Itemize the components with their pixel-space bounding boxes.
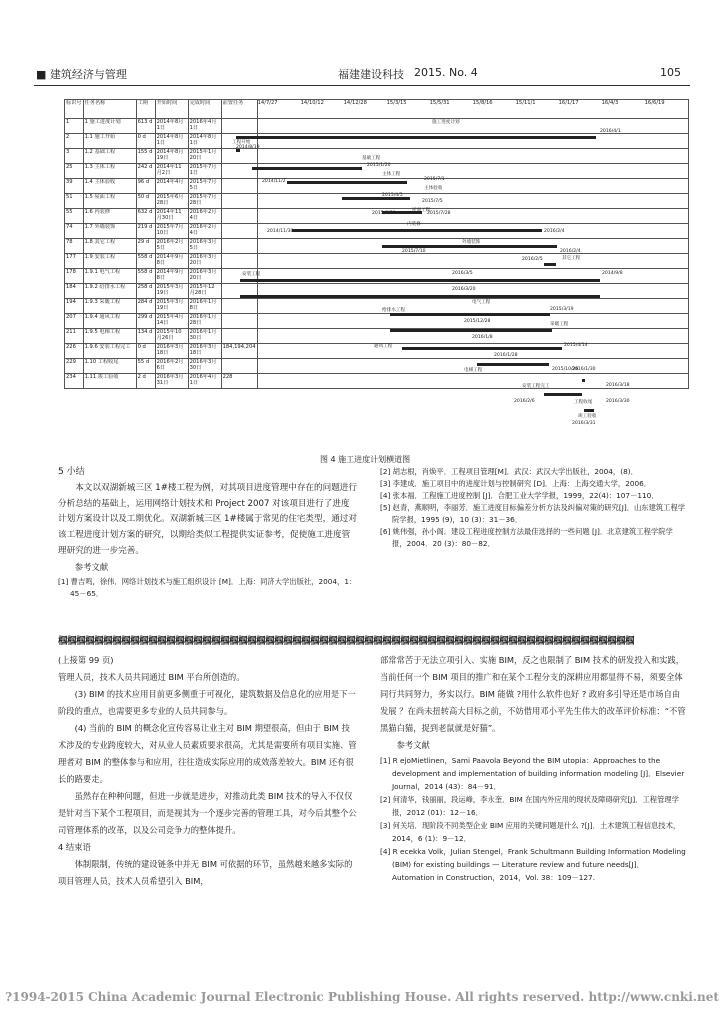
gantt-cell: 219 d	[136, 224, 155, 239]
gantt-cell: 2015年3月19日	[155, 284, 188, 299]
gantt-cell: 2014年4月	[155, 179, 188, 194]
gantt-cell: 2016年4月1日	[188, 374, 221, 389]
gantt-date-tick: 15/11/1	[515, 100, 536, 106]
gantt-bar	[287, 181, 407, 184]
gantt-bar-label: 2015/7/1	[424, 177, 445, 182]
gantt-cell: 1.2 基础工程	[83, 149, 136, 164]
continued-paragraph: (4) 当前的 BIM 的概念化宣传容易让业主对 BIM 期望很高，但由于 BIM 技术涉及的专业跨度较大，对从业人员素质要求很高，尤其是需要所有项目实施、管理者对 BIM 的整体参与和应用，往往造成实际应用的成效落差较大。BIM 还有很长的路要走。	[58, 723, 357, 784]
gantt-cell: 1.7 外墙装饰	[83, 224, 136, 239]
gantt-cell: 2016年1月8日	[188, 299, 221, 314]
gantt-cell: 39	[65, 179, 84, 194]
gantt-bar-label: 2014/11/2	[262, 179, 286, 184]
gantt-cell: 1.4 主体验收	[83, 179, 136, 194]
gantt-bar	[382, 245, 557, 248]
gantt-bar-label: 其它工程	[562, 256, 581, 261]
gantt-cell: 1 施工进度计划	[83, 119, 136, 134]
gantt-cell: 1.9.1 电气工程	[83, 269, 136, 284]
gantt-bar-label: 2016/4/1	[600, 129, 621, 134]
gantt-bar-label: 2016/2/4	[560, 249, 581, 254]
gantt-bar-label: 2015/10/26	[552, 367, 579, 372]
gantt-cell: 2015年7月28日	[188, 194, 221, 209]
gantt-bar	[582, 379, 585, 382]
gantt-cell: 1.11 竣工验收	[83, 374, 136, 389]
references-top	[380, 466, 686, 550]
gantt-bar-label: 2015/7/28	[427, 211, 451, 216]
gantt-bar-label: 外墙装饰	[462, 240, 481, 245]
gantt-bar	[402, 347, 562, 350]
refs-title: 参考文献	[74, 561, 109, 572]
continued-marker: (上接第 99 页)	[58, 655, 114, 665]
gantt-cell: 558 d	[136, 254, 155, 269]
gantt-bar-label: 2015/7/10	[402, 249, 426, 254]
gantt-cell: 228	[221, 374, 257, 389]
gantt-bar	[236, 136, 596, 139]
gantt-cell: 2016年3月20日	[188, 254, 221, 269]
gantt-cell: 226	[65, 344, 84, 359]
gantt-bar	[544, 263, 556, 266]
reference-item: [6] 姚伟强，孙小阁．建设工程进度控制方法最佳选择的一些问题 [J]．北京建筑工程学院学报，2004．20 (3)：80－82．	[380, 527, 673, 548]
gantt-cell: 558 d	[136, 269, 155, 284]
gantt-cell: 1.9.6 安装工程完工	[83, 344, 136, 359]
gantt-cell: 3	[65, 149, 84, 164]
gantt-cell: 2015年10月26日	[155, 329, 188, 344]
summary-heading: 5 小结	[58, 467, 85, 477]
gantt-bar	[240, 295, 600, 298]
gantt-cell: 2015年4月14日	[155, 314, 188, 329]
gantt-bar	[292, 229, 542, 232]
gantt-bar	[390, 329, 552, 332]
gantt-cell: 2014年8月19日	[155, 149, 188, 164]
gantt-cell: 2016年3月20日	[188, 269, 221, 284]
gantt-bar-label: 2015/7/5	[422, 199, 443, 204]
gantt-cell: 2016年2月5日	[155, 239, 188, 254]
gantt-col-header: 完成时间	[188, 100, 221, 119]
gantt-bar	[584, 409, 594, 412]
gantt-date-tick: 15/8/16	[472, 100, 493, 106]
gantt-cell: 2014年9月8日	[155, 254, 188, 269]
gantt-bar-label: 主体工程	[382, 172, 401, 177]
gantt-col-header: 开始时间	[155, 100, 188, 119]
gantt-cell: 1.6 内装修	[83, 209, 136, 224]
gantt-cell: 74	[65, 224, 84, 239]
figure-caption: 图 4 施工进度计划横道图	[320, 455, 411, 464]
gantt-cell: 51	[65, 194, 84, 209]
reference-item: [3] 何关培．现阶段不同类型企业 BIM 应用的关键问题是什么 ?[J]．土木建筑工程信息技术，2014，6 (1)：9－12．	[380, 821, 681, 843]
gantt-cell: 2016年2月4日	[188, 209, 221, 224]
gantt-cell: 0 d	[136, 344, 155, 359]
continued-paragraph: 参考文献	[396, 740, 430, 750]
page-number: 105	[660, 66, 681, 79]
gantt-cell: 2015年3月19日	[155, 299, 188, 314]
gantt-cell: 613 d	[136, 119, 155, 134]
continued-left	[58, 652, 358, 890]
gantt-bar	[390, 313, 550, 316]
gantt-cell: 1.9.3 采暖工程	[83, 299, 136, 314]
gantt-bar-label: 屋面工程	[412, 208, 431, 213]
gantt-bar-label: 竣工验收	[578, 414, 597, 419]
gantt-bar-label: 采暖工程	[550, 322, 569, 327]
gantt-date-tick: 14/12/28	[343, 100, 367, 106]
gantt-cell: 184	[65, 284, 84, 299]
continued-right	[380, 652, 686, 884]
gantt-cell: 55	[65, 209, 84, 224]
gantt-cell: 2015年12月28日	[188, 284, 221, 299]
gantt-cell: 2016年3月5日	[188, 239, 221, 254]
gantt-bar-label: 2015/12/28	[464, 319, 491, 324]
gantt-bars	[232, 99, 660, 444]
gantt-cell: 2016年3月30日	[188, 359, 221, 374]
gantt-bar-label: 2016/3/20	[452, 287, 476, 292]
gantt-cell: 1.10 工程收尾	[83, 359, 136, 374]
gantt-cell: 632 d	[136, 209, 155, 224]
gantt-bar-label: 安装工程完工	[522, 384, 550, 389]
reference-item: [1] 曹吉鸣，徐伟．网络计划技术与施工组织设计 [M]．上海：同济大学出版社，2004，1：45－65．	[58, 576, 357, 598]
gantt-cell: 2015年1月20日	[188, 149, 221, 164]
gantt-cell: 2014年9月8日	[155, 269, 188, 284]
gantt-bar-label: 安装工程	[242, 272, 261, 277]
gantt-cell: 258 d	[136, 284, 155, 299]
gantt-bar-label: 2016/2/6	[514, 399, 535, 404]
gantt-cell: 177	[65, 254, 84, 269]
gantt-cell: 55 d	[136, 359, 155, 374]
gantt-cell: 2014年11月30日	[155, 209, 188, 224]
continued-paragraph: 管理人员，技术人员共同通过 BIM 平台所创造的。	[58, 672, 245, 682]
gantt-bar-label: 2015/3/19	[550, 307, 574, 312]
gantt-cell: 2014年8月1日	[155, 119, 188, 134]
gantt-bar-label: 通风工程	[374, 344, 393, 349]
gantt-cell: 1.9 安装工程	[83, 254, 136, 269]
gantt-cell: 29 d	[136, 239, 155, 254]
gantt-col-header: 任务名称	[83, 100, 136, 119]
gantt-cell: 1.9.5 电梯工程	[83, 329, 136, 344]
reference-item: [2] 胡志根，肖焕平．工程项目管理[M]．武汉：武汉大学出版社，2004，(8)．	[380, 467, 638, 476]
gantt-bar-label: 2016/1/30	[572, 367, 596, 372]
gantt-cell: 194	[65, 299, 84, 314]
gantt-cell: 2014年8月1日	[155, 134, 188, 149]
continued-paragraph: 虽然存在种种问题，但进一步就是进步，对推动此类 BIM 技术的导入不仅仅是针对当下某个工程项目，而是视其为一个逐步完善的管理工具，对今后其整个公司管理体系的改革，以及公司竞争力的整体提升。	[58, 791, 357, 835]
gantt-bar-label: 电梯工程	[464, 368, 483, 373]
gantt-bar-label: 2015/1/20	[367, 163, 391, 168]
gantt-cell: 2015年7月10日	[155, 224, 188, 239]
gantt-col-header: 工期	[136, 100, 155, 119]
gantt-col-header: 前置任务	[221, 100, 257, 119]
summary-paragraph: 本文以双湖新城三区 1#楼工程为例，对其项目进度管理中存在的问题进行分析总结的基础上，运用网络计划技术和 Project 2007 对该项目进行了进度计划方案设计以及工期优化。双湖新城三区 1#楼属于常见的住宅类型，通过对该工程进度计划方案的研究，以期给类似工程提供实证参考，促使施工进度管理研究的进一步完善。	[58, 482, 357, 556]
gantt-cell: 211	[65, 329, 84, 344]
gantt-cell: 155 d	[136, 149, 155, 164]
gantt-bar-label: 2016/2/4	[544, 229, 565, 234]
reference-item: [2] 何清华，钱丽丽，段运峰，李永奎．BIM 在国内外应用的现状及障碍研究[J]．工程管理学报，2012 (01)：12－16．	[380, 795, 679, 817]
gantt-cell: 1	[65, 119, 84, 134]
gantt-cell: 2016年2月6日	[155, 359, 188, 374]
gantt-cell: 234	[65, 374, 84, 389]
gantt-bar	[252, 167, 362, 170]
gantt-cell: 50 d	[136, 194, 155, 209]
gantt-bar-label: 2016/2/5	[522, 257, 543, 262]
gantt-cell: 2016年3月31日	[155, 374, 188, 389]
gantt-bar	[240, 279, 600, 282]
gantt-bar-label: 工程开始	[232, 140, 251, 145]
gantt-bar	[477, 363, 549, 366]
gantt-cell: 229	[65, 359, 84, 374]
gantt-bar-label: 2015/4/14	[564, 343, 588, 348]
header-rule	[34, 85, 690, 86]
gantt-bar-label: 给排水工程	[382, 308, 405, 313]
gantt-cell: 2016年3月18日	[155, 344, 188, 359]
gantt-cell: 78	[65, 239, 84, 254]
gantt-cell: 2016年3月18日	[188, 344, 221, 359]
gantt-cell: 1.1 施工开始	[83, 134, 136, 149]
gantt-cell: 178	[65, 269, 84, 284]
issue-number: 2015. No. 4	[414, 66, 478, 79]
gantt-cell: 2 d	[136, 374, 155, 389]
gantt-bar-label: 内装修	[407, 222, 421, 227]
divider-row: 椢椢椢椢椢椢椢椢椢椢椢椢椢椢椢椢椢椢椢椢椢椢椢椢椢椢椢椢椢椢椢椢椢椢椢椢椢椢椢椢椢椢椢椢椢椢椢椢椢椢椢椢椢椢椢椢椢椢椢椢椢椢椢椢	[58, 636, 635, 645]
gantt-bar-label: 2014/9/8	[602, 271, 623, 276]
gantt-bar-label: 2016/3/31	[572, 421, 596, 426]
gantt-bar-label: 2015/6/30	[372, 211, 396, 216]
reference-item: [5] 赵青，燕顺明，李丽芳．施工进度目标偏差分析方法及纠偏对策的研究[J]．山东建筑工程学院学报，1995 (9)，10 (3)：31－36．	[380, 503, 686, 524]
gantt-cell: 2016年4月1日	[188, 119, 221, 134]
gantt-date-tick: 16/6/19	[644, 100, 665, 106]
gantt-cell: 134 d	[136, 329, 155, 344]
gantt-cell: 207	[65, 314, 84, 329]
gantt-bar-label: 2016/3/30	[606, 399, 630, 404]
gantt-bar-label: 基础工程	[362, 156, 381, 161]
continued-paragraph: 体制限制，传统的建设链条中并无 BIM 可依据的环节，虽然越来越多实际的项目管理人员，技术人员希望引入 BIM，	[58, 859, 353, 886]
gantt-date-tick: 15/5/31	[429, 100, 450, 106]
gantt-cell: 299 d	[136, 314, 155, 329]
gantt-date-tick: 14/7/27	[257, 100, 278, 106]
gantt-bar-label: 2016/3/18	[606, 383, 630, 388]
gantt-cell: 2015年7月1日	[188, 164, 221, 179]
gantt-cell: 1.9.2 给排水工程	[83, 284, 136, 299]
reference-item: [3] 李建成．施工项目中的进度计划与控制研究 [D]．上海：上海交通大学，2006．	[380, 479, 652, 488]
gantt-cell: 2015年6月28日	[155, 194, 188, 209]
gantt-cell: 1.8 其它工程	[83, 239, 136, 254]
gantt-date-tick: 16/1/17	[558, 100, 579, 106]
gantt-cell: 1.5 屋面工程	[83, 194, 136, 209]
summary-section	[58, 465, 358, 600]
gantt-cell: 2	[65, 134, 84, 149]
reference-item: [1] R ejoMietlinen，Sami Paavola Beyond the BIM utopia：Approaches to the development and implementation of building information modeling [J]．Elsevier Journal，2014 (43)：84－91．	[380, 756, 685, 791]
gantt-cell: 2015年7月5日	[188, 179, 221, 194]
gantt-cell: 242 d	[136, 164, 155, 179]
gantt-date-tick: 16/4/3	[601, 100, 619, 106]
gantt-bar-label: 2016/1/8	[472, 335, 493, 340]
gantt-cell: 2016年1月28日	[188, 314, 221, 329]
gantt-col-header: 标识号	[65, 100, 84, 119]
gantt-cell: 96 d	[136, 179, 155, 194]
gantt-bar-label: 工程收尾	[574, 400, 593, 405]
gantt-date-tick: 14/10/12	[300, 100, 324, 106]
reference-item: [4] R ecekka Volk，Julian Stengel，Frank Schultmann Building Information Modeling (BIM) for existing buildings — Literature review and future needs[J]．Automation in Construction，2014，Vol. 38：109－127.	[380, 847, 686, 882]
gantt-date-tick: 15/3/15	[386, 100, 407, 106]
gantt-cell: 184,194,204	[221, 344, 257, 359]
continued-paragraph: 部常常苦于无法立项引入、实施 BIM，反之也限制了 BIM 技术的研发投入和实践，当前任何一个 BIM 项目的推广和在某个工程分支的深耕应用都显得不易，须要全体同行共同努力，务实以行。BIM 能做 ?用什么软件也好 ? 政府多引导还是市场自由发展 ？在尚未扭转高大目标之前，不妨借用邓小平先生伟大的改革评价标准：“不管黑猫白猫，捉到老鼠就是好猫”。	[380, 655, 686, 733]
gantt-cell: 2016年1月30日	[188, 329, 221, 344]
gantt-bar-label: 2016/3/5	[452, 271, 473, 276]
gantt-bar-label: 电气工程	[472, 300, 491, 305]
copyright-footer: ?1994-2015 China Academic Journal Electronic Publishing House. All rights reserved. http://www.cnki.net	[5, 990, 719, 1004]
gantt-cell: 1.9.4 通风工程	[83, 314, 136, 329]
gantt-bar-label: 2014/8/19	[236, 145, 260, 150]
gantt-cell: 2016年2月4日	[188, 224, 221, 239]
gantt-bar-label: 2016/1/28	[494, 353, 518, 358]
gantt-cell: 284 d	[136, 299, 155, 314]
gantt-bar	[544, 393, 582, 396]
section-label: ■ 建筑经济与管理	[36, 68, 127, 81]
continued-paragraph: 4 结束语	[58, 842, 91, 852]
gantt-cell: 2014年8月1日	[188, 134, 221, 149]
journal-title: 福建建设科技	[338, 68, 404, 81]
gantt-cell: 0 d	[136, 134, 155, 149]
gantt-cell: 1.3 主体工程	[83, 164, 136, 179]
gantt-cell: 2014年11月2日	[155, 164, 188, 179]
gantt-bar-label: 2015/4/5	[382, 193, 403, 198]
gantt-bar-label: 2014/11/30	[267, 229, 294, 234]
continued-paragraph: (3) BIM 的技术应用目前更多侧重于可视化，建筑数据及信息化的应用是下一阶段的重点，也需要更多专业的人员共同参与。	[58, 689, 356, 716]
gantt-cell: 25	[65, 164, 84, 179]
reference-item: [4] 张本福．工程施工进度控制 [J]．合肥工业大学学报，1999，22(4)：107－110．	[380, 491, 659, 500]
gantt-bar-label: 施工进度计划	[432, 120, 460, 125]
gantt-bar-label: 主体验收	[424, 186, 443, 191]
